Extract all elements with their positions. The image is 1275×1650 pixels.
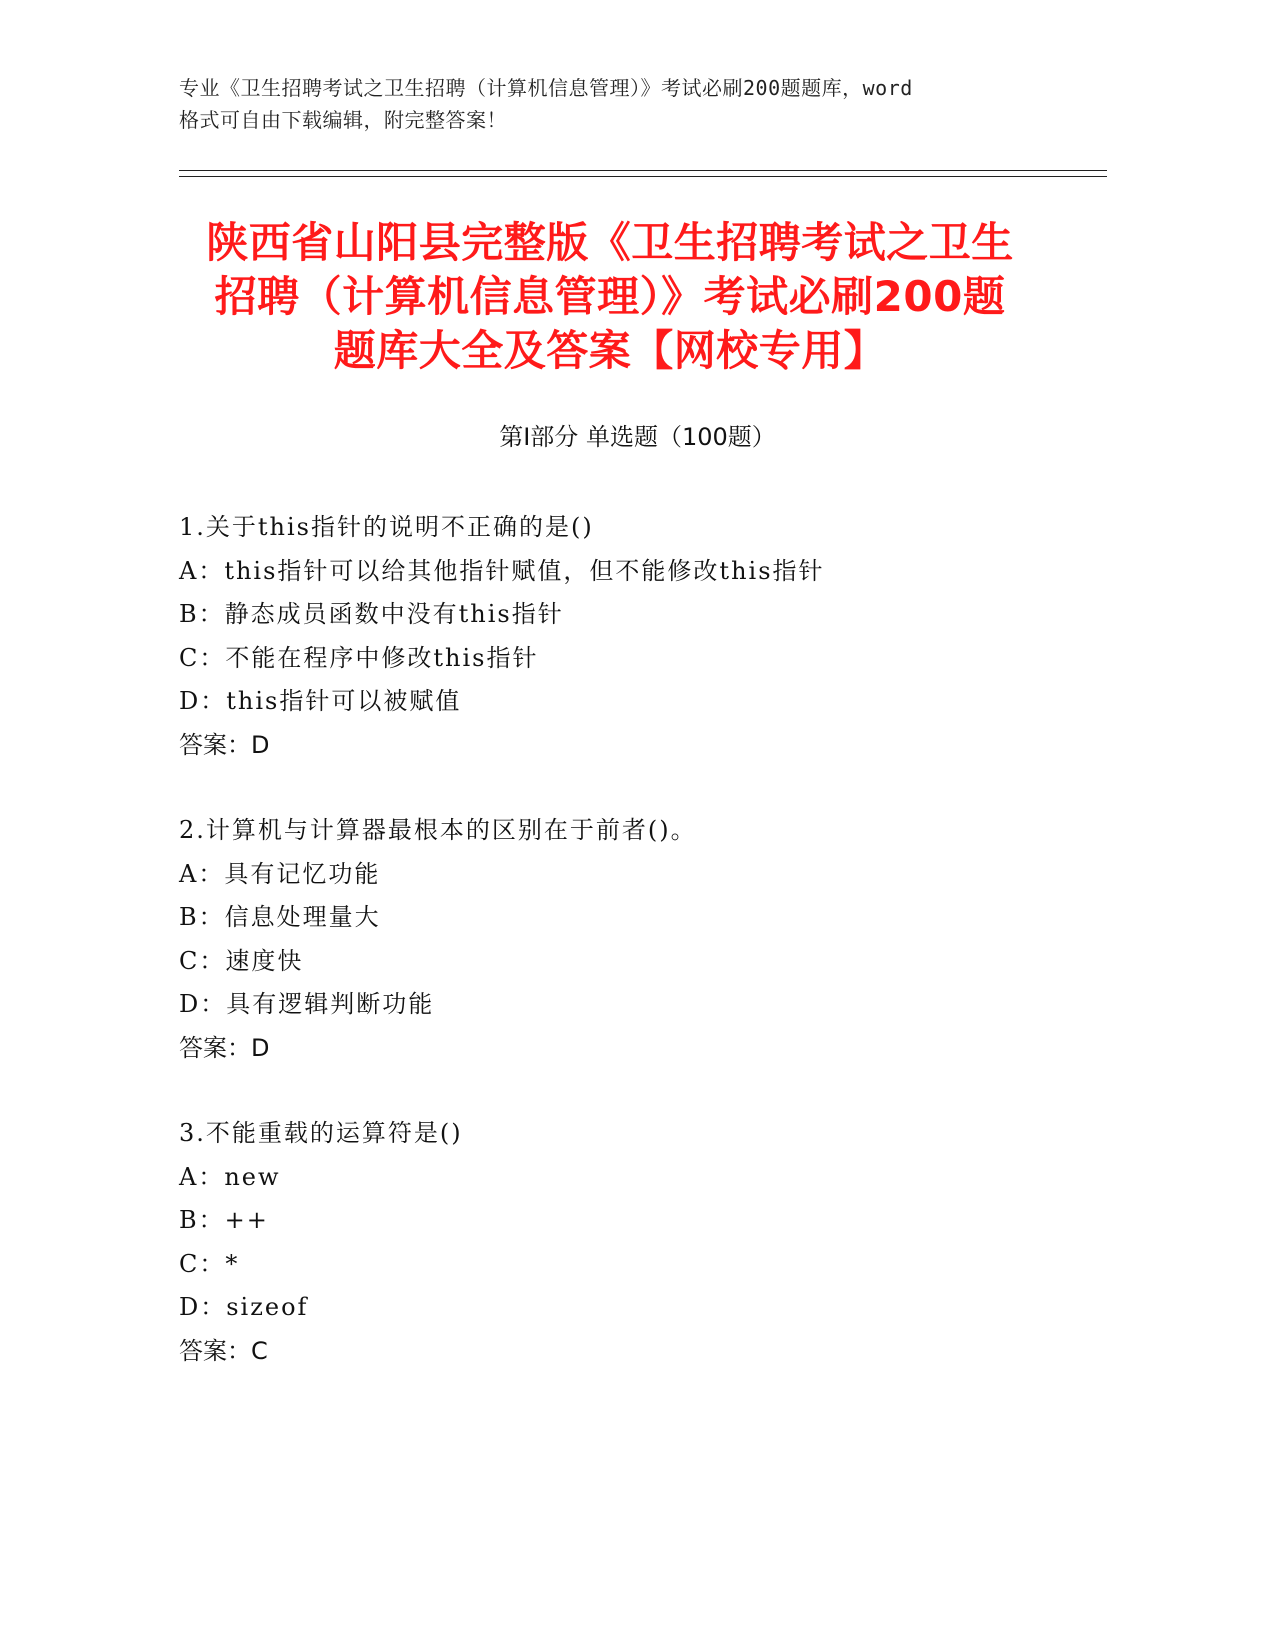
document-title-line-2: 招聘（计算机信息管理）》考试必刷200题 bbox=[214, 272, 1006, 321]
option-d: D：sizeof bbox=[179, 1293, 309, 1321]
answer-label: 答案：D bbox=[179, 1033, 270, 1062]
section-title: 第Ⅰ部分 单选题（100题） bbox=[499, 423, 776, 451]
question-list bbox=[179, 506, 1119, 1415]
option-a: A：this指针可以给其他指针赋值，但不能修改this指针 bbox=[179, 556, 825, 585]
answer-label: 答案：C bbox=[179, 1336, 268, 1365]
header-divider-top bbox=[179, 170, 1107, 171]
document-title bbox=[160, 216, 1060, 378]
option-c: C：不能在程序中修改this指针 bbox=[179, 643, 539, 672]
option-b: B：静态成员函数中没有this指针 bbox=[179, 600, 564, 628]
header-note-line-2: 格式可自由下载编辑，附完整答案！ bbox=[179, 108, 507, 132]
header-note bbox=[179, 72, 1079, 136]
option-d: D：具有逻辑判断功能 bbox=[179, 990, 435, 1018]
question-2 bbox=[179, 809, 1119, 1070]
option-d: D：this指针可以被赋值 bbox=[179, 687, 462, 715]
question-stem: 2.计算机与计算器最根本的区别在于前者()。 bbox=[179, 816, 697, 844]
option-b: B：++ bbox=[179, 1206, 269, 1234]
document-title-line-1: 陕西省山阳县完整版《卫生招聘考试之卫生 bbox=[206, 218, 1014, 267]
document-title-line-3: 题库大全及答案【网校专用】 bbox=[333, 326, 887, 375]
question-stem: 1.关于this指针的说明不正确的是() bbox=[179, 513, 594, 541]
question-stem: 3.不能重载的运算符是() bbox=[179, 1119, 463, 1147]
question-3 bbox=[179, 1112, 1119, 1373]
option-b: B：信息处理量大 bbox=[179, 903, 381, 931]
header-divider-bottom bbox=[179, 176, 1107, 177]
option-c: C：* bbox=[179, 1249, 240, 1278]
answer-label: 答案：D bbox=[179, 730, 270, 759]
option-a: A：具有记忆功能 bbox=[179, 859, 381, 888]
question-1 bbox=[179, 506, 1119, 767]
option-c: C：速度快 bbox=[179, 946, 304, 975]
header-note-line-1: 专业《卫生招聘考试之卫生招聘（计算机信息管理）》考试必刷200题题库，word bbox=[179, 76, 913, 100]
option-a: A：new bbox=[179, 1162, 281, 1191]
